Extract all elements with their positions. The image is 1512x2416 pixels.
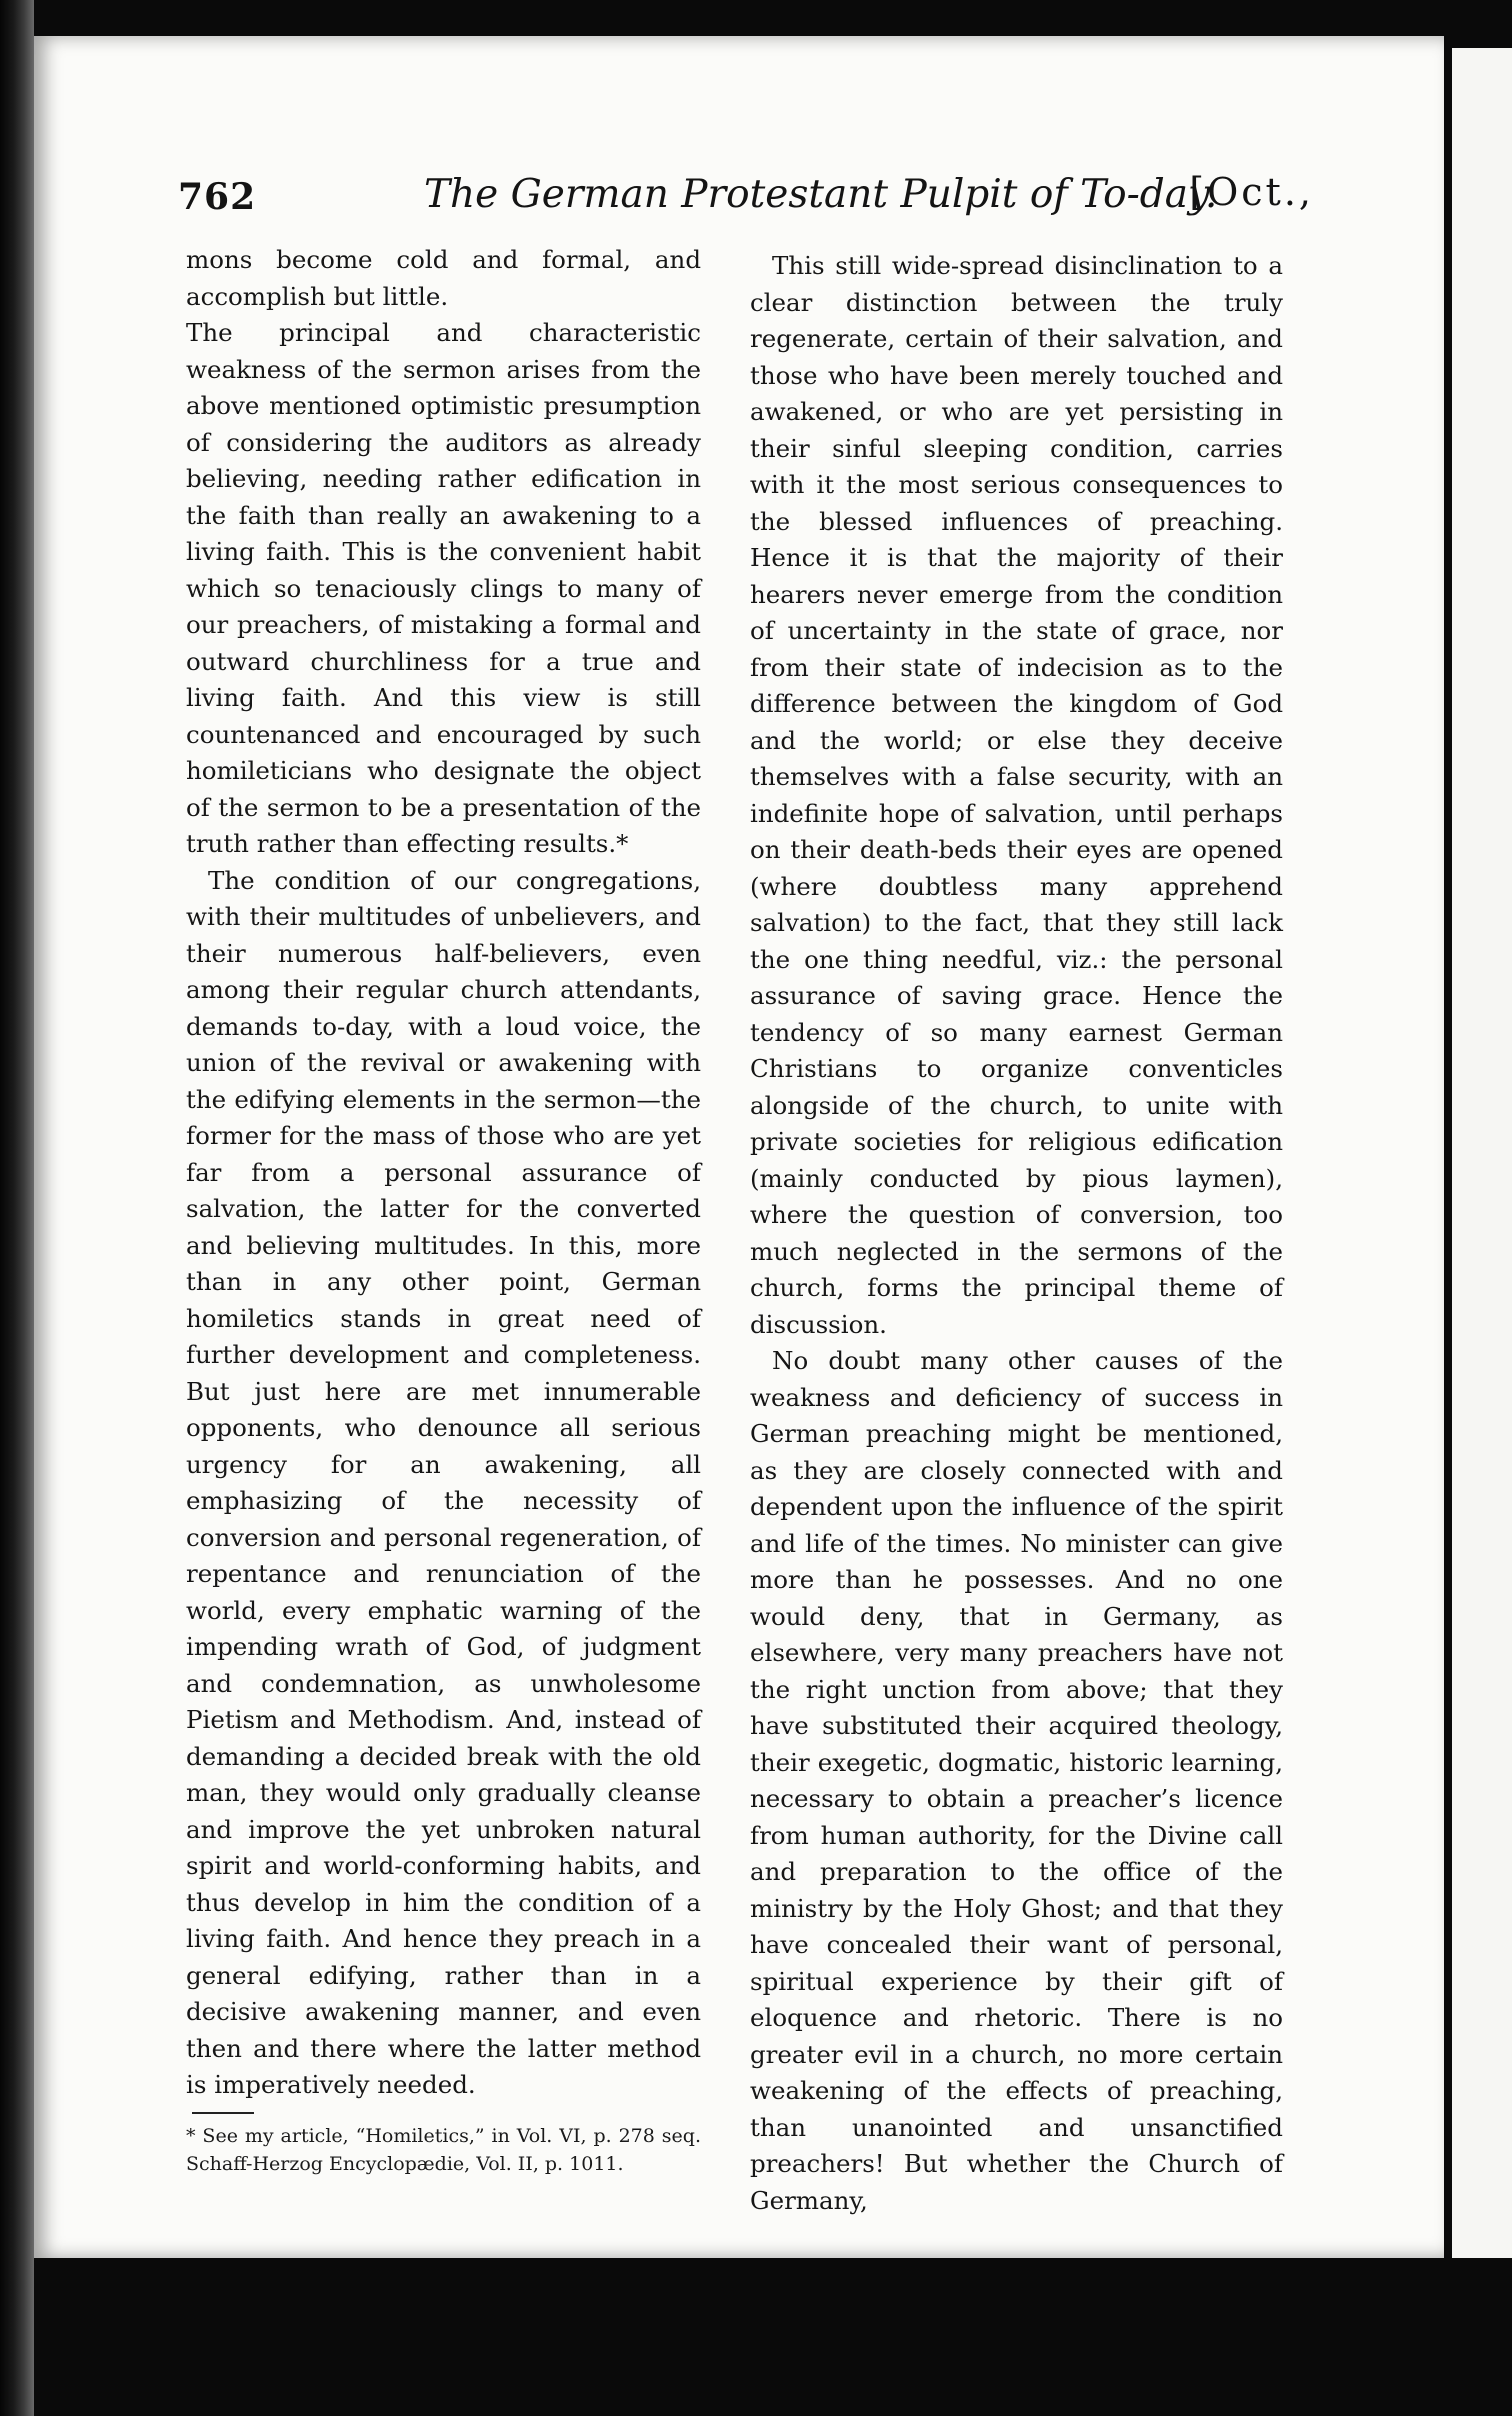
footnote-rule [192,2112,254,2114]
paragraph: The principal and characteristic weakness of the sermon arises from the above mentioned optimistic presumption of considering the auditors as already believing, needing rather edification in the faith than really an awakening to a living faith. This is the convenient habit which so tenaciously clings to many of our preachers, of mistaking a formal and outward churchliness for a true and living faith. And this view is still countenanced and encouraged by such homileticians who designate the object of the sermon to be a presentation of the truth rather than effecting results.* [186,318,701,858]
page-header [178,168,1314,232]
page-number: 762 [178,176,257,218]
running-title: The German Protestant Pulpit of To-day. [424,172,1218,217]
book-spine-shadow [0,0,34,2416]
right-column [750,248,1283,2219]
footnote: * See my article, “Homiletics,” in Vol. VI, p. 278 seq. Schaff-Herzog Encyclopædie, Vol. II, p. 1011. [186,2124,701,2175]
paragraph: This still wide-spread disinclination to a clear distinction between the truly regenerate, certain of their salvation, and those who have been merely touched and awakened, or who are yet persisting in their sinful sleeping condition, carries with it the most serious consequences to the blessed influences of preaching. Hence it is that the majority of their hearers never emerge from the condition of uncertainty in the state of grace, nor from their state of indecision as to the difference between the kingdom of God and the world; or else they deceive themselves with a false security, with an indefinite hope of salvation, until perhaps on their death-beds their eyes are opened (where doubtless many apprehend salvation) to the fact, that they still lack the one thing needful, viz.: the personal assurance of saving grace. Hence the tendency of so many earnest German Christians to organize conventicles alongside of the church, to unite with private societies for religious edification (mainly conducted by pious laymen), where the question of conversion, too much neglected in the sermons of the church, forms the principal theme of discussion. [750,251,1283,1339]
paragraph: The condition of our congregations, with their multitudes of unbelievers, and their numerous half-believers, even among their regular church attendants, demands to-day, with a loud voice, the union of the revival or awakening with the edifying elements in the sermon—the former for the mass of those who are yet far from a personal assurance of salvation, the latter for the converted and believing multitudes. In this, more than in any other point, German homiletics stands in great need of further development and completeness. But just here are met innumerable opponents, who denounce all serious urgency for an awakening, all emphasizing of the necessity of conversion and personal regeneration, of repentance and renunciation of the world, every emphatic warning of the impending wrath of God, of judgment and condemnation, as unwholesome Pietism and Methodism. And, instead of demanding a decided break with the old man, they would only gradually cleanse and improve the yet unbroken natural spirit and world-conforming habits, and thus develop in him the condition of a living faith. And hence they preach in a general edifying, rather than in a decisive awakening manner, and even then and there where the latter method is imperatively needed. [186,865,701,2099]
facing-page-edge [1452,48,1512,2258]
left-column [186,242,701,2178]
running-month: [Oct., [1189,170,1314,214]
paragraph: mons become cold and formal, and accomplish but little. [186,245,701,311]
paragraph: No doubt many other causes of the weakness and deficiency of success in German preaching might be mentioned, as they are closely connected with and dependent upon the influence of the spirit and life of the times. No minister can give more than he possesses. And no one would deny, that in Germany, as elsewhere, very many preachers have not the right unction from above; that they have substituted their acquired theology, their exegetic, dogmatic, historic learning, necessary to obtain a preacher’s licence from human authority, for the Divine call and preparation to the office of the ministry by the Holy Ghost; and that they have concealed their want of personal, spiritual experience by their gift of eloquence and rhetoric. There is no greater evil in a church, no more certain weakening of the effects of preaching, than unanointed and unsanctified preachers! But whether the Church of Germany, [750,1346,1283,2215]
